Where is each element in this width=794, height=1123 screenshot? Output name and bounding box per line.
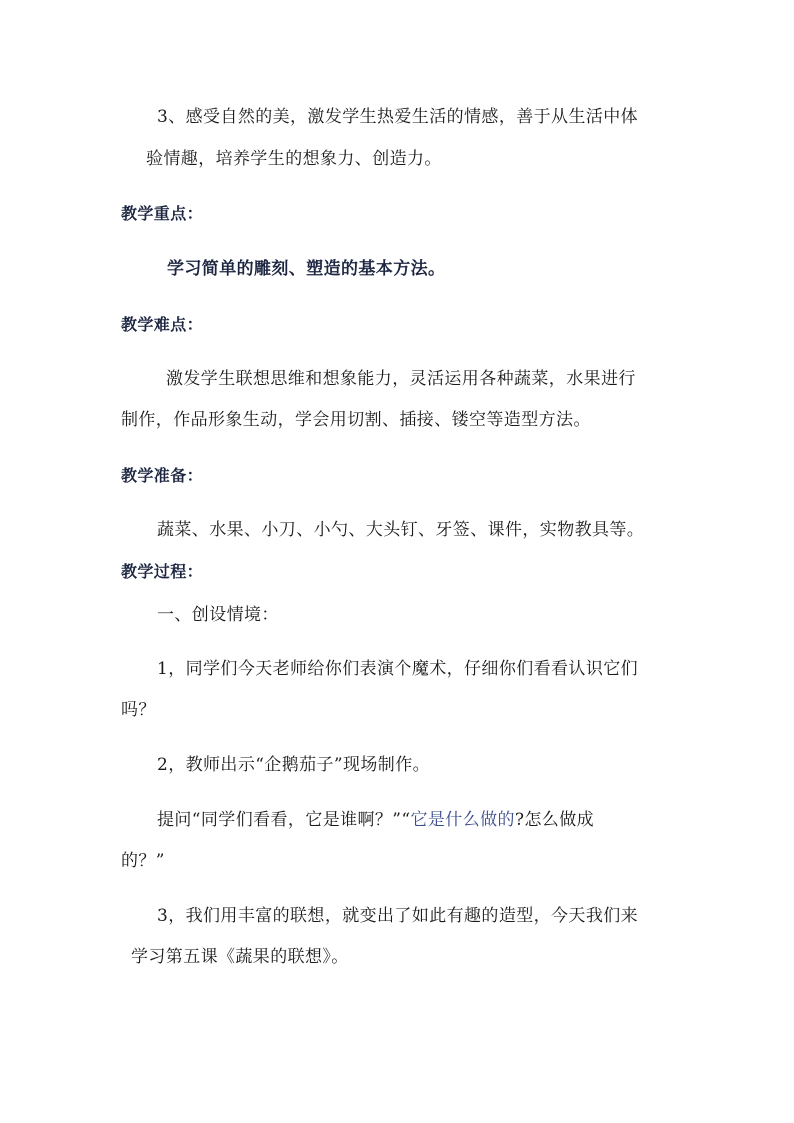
goal-3-line-1: 3、感受自然的美，激发学生热爱生活的情感，善于从生活中体 (157, 107, 639, 127)
key-points-content: 学习简单的雕刻、塑造的基本方法。 (167, 259, 446, 279)
preparation-heading: 教学准备： (121, 466, 204, 485)
question-line-1 (157, 809, 594, 831)
difficulties-line-2: 制作，作品形象生动，学会用切割、插接、镂空等造型方法。 (121, 410, 591, 430)
question-part-1: 提问“同学们看看，它是谁啊？”“ (157, 810, 411, 830)
step-1-line-1: 1，同学们今天老师给你们表演个魔术，仔细你们看看认识它们 (157, 659, 639, 679)
step-1-line-2: 吗？ (121, 700, 156, 720)
process-heading: 教学过程： (121, 562, 204, 581)
process-section-1: 一、创设情境： (157, 605, 279, 625)
step-2: 2，教师出示“企鹅茄子”现场制作。 (157, 755, 430, 775)
question-part-2: 它是什么做的 (410, 810, 515, 830)
difficulties-line-1: 激发学生联想思维和想象能力，灵活运用各种蔬菜，水果进行 (166, 369, 636, 389)
difficulties-heading: 教学难点： (121, 315, 204, 334)
question-part-3: ?怎么做成 (514, 810, 595, 830)
step-3-line-2: 学习第五课《蔬果的联想》。 (131, 947, 349, 967)
preparation-content: 蔬菜、水果、小刀、小勺、大头钉、牙签、课件，实物教具等。 (157, 520, 645, 540)
key-points-heading: 教学重点： (121, 204, 204, 223)
question-line-2: 的？” (121, 851, 165, 871)
goal-3-line-2: 验情趣，培养学生的想象力、创造力。 (146, 149, 442, 169)
step-3-line-1: 3，我们用丰富的联想，就变出了如此有趣的造型，今天我们来 (157, 906, 639, 926)
